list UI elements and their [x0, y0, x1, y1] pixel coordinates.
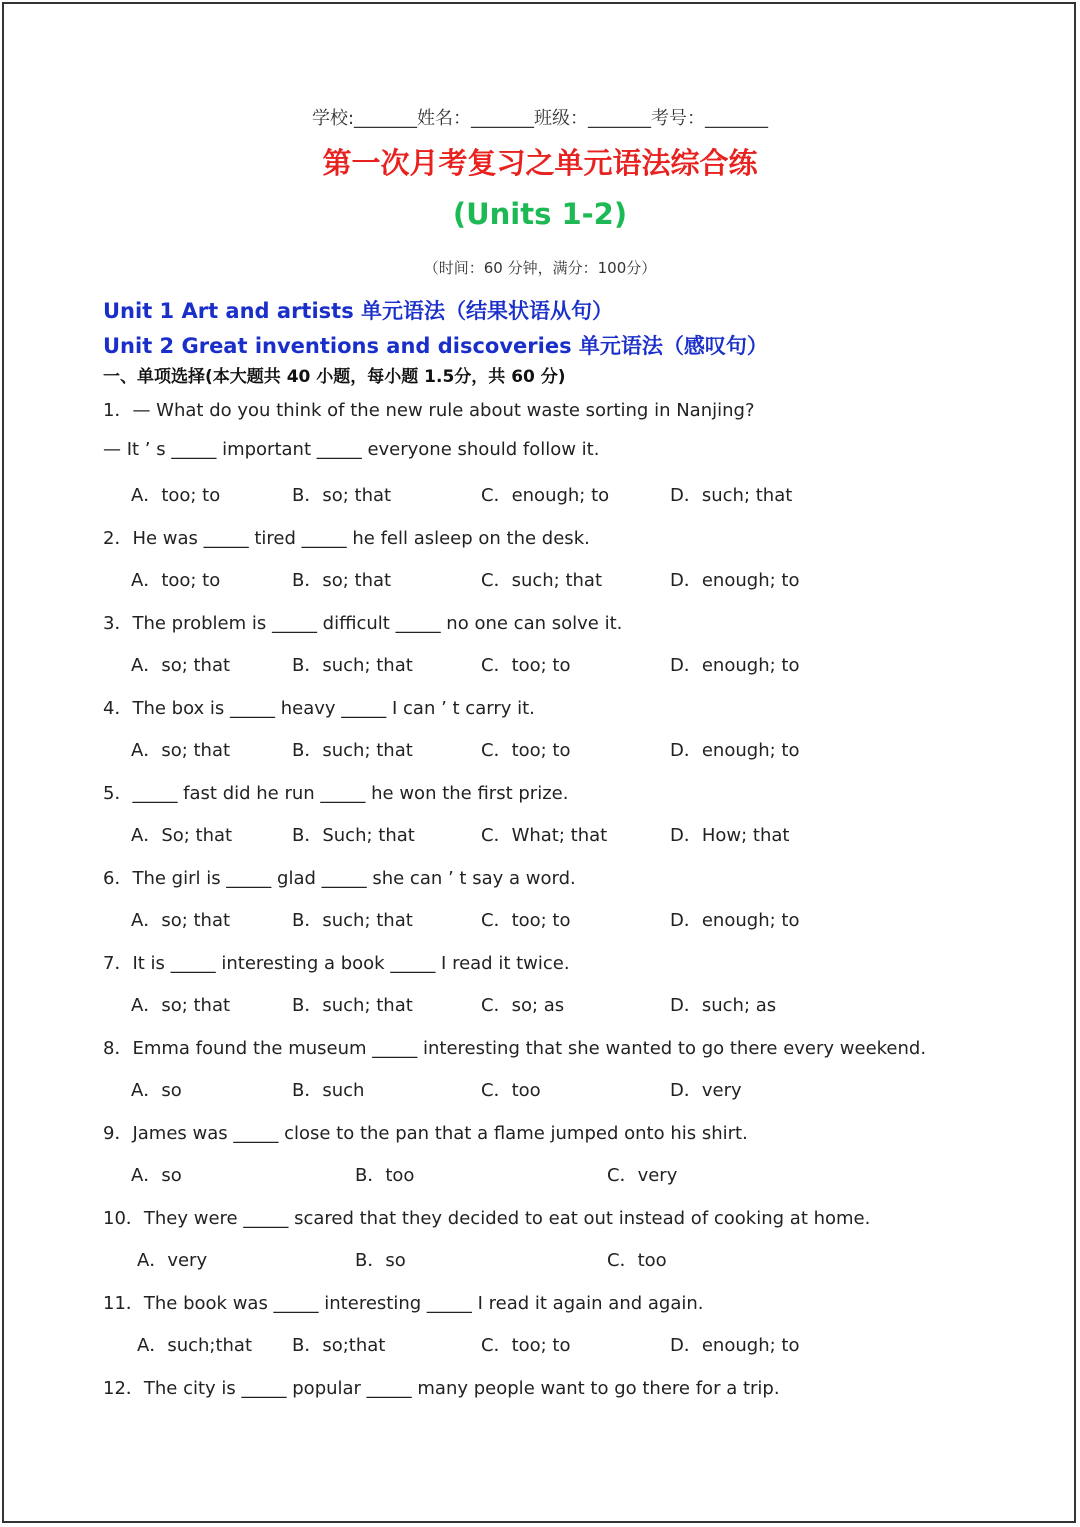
option-d[interactable]: D．How; that	[670, 825, 790, 846]
option-b[interactable]: B．so; that	[292, 485, 392, 506]
option-a[interactable]: A．so; that	[131, 740, 231, 761]
question-8: 8．Emma found the museum _____ interesting that she wanted to go there every weekend.	[103, 1038, 927, 1059]
question-1-line-2: — It ’ s _____ important _____ everyone should follow it.	[103, 439, 600, 460]
question-3: 3．The problem is _____ difficult _____ no one can solve it.	[103, 613, 623, 634]
option-b[interactable]: B．such; that	[292, 655, 413, 676]
option-b[interactable]: B．such	[292, 1080, 365, 1101]
option-c[interactable]: C．too; to	[481, 655, 571, 676]
option-b[interactable]: B．such; that	[292, 995, 413, 1016]
option-d[interactable]: D．enough; to	[670, 570, 800, 591]
option-c[interactable]: C．too; to	[481, 910, 571, 931]
option-c[interactable]: C．so; as	[481, 995, 565, 1016]
option-c[interactable]: C．too; to	[481, 740, 571, 761]
page-title: 第一次月考复习之单元语法综合练	[322, 146, 758, 180]
time-info: （时间：60 分钟，满分：100分）	[423, 259, 657, 277]
option-d[interactable]: D．enough; to	[670, 655, 800, 676]
option-c[interactable]: C．too	[481, 1080, 541, 1101]
option-a[interactable]: A．too; to	[131, 570, 221, 591]
option-d[interactable]: D．such; as	[670, 995, 777, 1016]
question-9: 9．James was _____ close to the pan that a flame jumped onto his shirt.	[103, 1123, 748, 1144]
option-d[interactable]: D．enough; to	[670, 910, 800, 931]
option-c[interactable]: C．such; that	[481, 570, 602, 591]
option-c[interactable]: C．too	[607, 1250, 667, 1271]
question-1-line-1: 1．— What do you think of the new rule about waste sorting in Nanjing?	[103, 400, 755, 421]
option-d[interactable]: D．such; that	[670, 485, 793, 506]
option-a[interactable]: A．So; that	[131, 825, 233, 846]
option-b[interactable]: B．too	[355, 1165, 415, 1186]
option-d[interactable]: D．enough; to	[670, 740, 800, 761]
question-5: 5．_____ fast did he run _____ he won the first prize.	[103, 783, 569, 804]
option-a[interactable]: A．so; that	[131, 910, 231, 931]
option-b[interactable]: B．so; that	[292, 570, 392, 591]
option-a[interactable]: A．so; that	[131, 655, 231, 676]
option-a[interactable]: A．so; that	[131, 995, 231, 1016]
option-d[interactable]: D．enough; to	[670, 1335, 800, 1356]
question-10: 10．They were _____ scared that they decided to eat out instead of cooking at home.	[103, 1208, 871, 1229]
option-b[interactable]: B．Such; that	[292, 825, 415, 846]
question-12: 12．The city is _____ popular _____ many people want to go there for a trip.	[103, 1378, 780, 1399]
option-a[interactable]: A．so	[131, 1165, 182, 1186]
option-b[interactable]: B．so;that	[292, 1335, 386, 1356]
option-c[interactable]: C．What; that	[481, 825, 608, 846]
option-a[interactable]: A．too; to	[131, 485, 221, 506]
option-d[interactable]: D．very	[670, 1080, 742, 1101]
option-a[interactable]: A．such;that	[137, 1335, 253, 1356]
question-11: 11．The book was _____ interesting _____ I read it again and again.	[103, 1293, 704, 1314]
option-b[interactable]: B．such; that	[292, 910, 413, 931]
question-4: 4．The box is _____ heavy _____ I can ’ t carry it.	[103, 698, 535, 719]
option-c[interactable]: C．enough; to	[481, 485, 610, 506]
option-c[interactable]: C．too; to	[481, 1335, 571, 1356]
option-b[interactable]: B．such; that	[292, 740, 413, 761]
question-2: 2．He was _____ tired _____ he fell asleep on the desk.	[103, 528, 590, 549]
student-info-line: 学校:_______姓名：_______班级：_______考号：_______	[311, 108, 769, 129]
unit-heading-2: Unit 2 Great inventions and discoveries 单元语法（感叹句）	[103, 334, 768, 358]
unit-heading-1: Unit 1 Art and artists 单元语法（结果状语从句）	[103, 299, 614, 323]
option-b[interactable]: B．so	[355, 1250, 406, 1271]
section-title: 一、单项选择(本大题共 40 小题，每小题 1.5分，共 60 分)	[103, 367, 566, 387]
option-a[interactable]: A．so	[131, 1080, 182, 1101]
question-7: 7．It is _____ interesting a book _____ I read it twice.	[103, 953, 570, 974]
option-c[interactable]: C．very	[607, 1165, 678, 1186]
option-a[interactable]: A．very	[137, 1250, 208, 1271]
page-subtitle: (Units 1-2)	[452, 197, 628, 231]
question-6: 6．The girl is _____ glad _____ she can ’ t say a word.	[103, 868, 576, 889]
